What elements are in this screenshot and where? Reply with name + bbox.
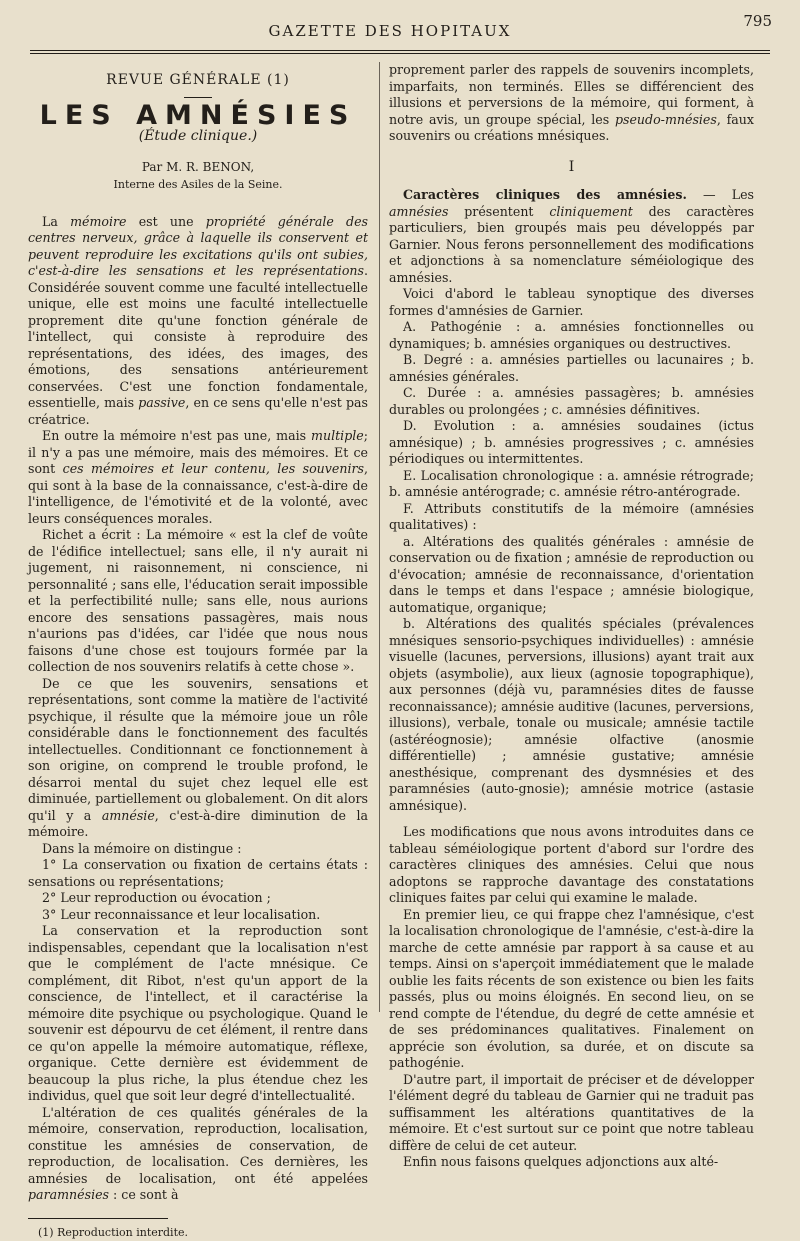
paragraph: Richet a écrit : La mémoire « est la clef de voûte de l'édifice intellectuel; sans elle, il n'y aurait ni jugement, ni raisonnement, ni conscience, ni personnalité ; sans elle, l'éducation serait impossible et la perfectibilité nulle; sans elle, nous aurions encore des sensations passagères, mais nous n'aurions pas d'idées, car l'idée que nous nous faisons d'une chose est toujours formée par la collection de nos souvenirs relatifs à cette chose ». — [28, 527, 368, 676]
spacer — [389, 814, 754, 824]
footnote-rule — [28, 1218, 168, 1219]
section-heading: Caractères cliniques des amnésies. — [403, 187, 687, 202]
paragraph: L'altération de ces qualités générales de la mémoire, conservation, reproduction, localisation, constitue les amnésies de conservation, de reproduction, de localisation. Ces dernières, les amnésies de localisation, ont été appelées paramnésies : ce sont à — [28, 1105, 368, 1204]
column-divider — [379, 62, 380, 1012]
paragraph: En premier lieu, ce qui frappe chez l'amnésique, c'est la localisation chronologique de l'amnésie, c'est-à-dire la marche de cette amnésie par rapport à sa cause et au temps. Ainsi on s'aperçoit immédiatement que le malade oublie les faits récents de son existence ou bien les faits passés, plus ou moins éloignés. En second lieu, on se rend compte de l'étendue, du degré de cette amnésie et de ses prédominances qualitatives. Finalement on apprécie son évolution, sa durée, et on discute sa pathogénie. — [389, 907, 754, 1072]
paragraph: La mémoire est une propriété générale des centres nerveux, grâce à laquelle ils conservent et peuvent reproduire les excitations qu'ils ont subies, c'est-à-dire les sensations et les représentations. Considérée souvent comme une faculté intellectuelle unique, elle est moins une faculté intellectuelle proprement dite qu'une fonction générale de l'intellect, qui consiste à reproduire des représentations, des idées, des images, des émotions, des sensations antérieurement conservées. C'est une fonction fondamentale, essentielle, mais passive, en ce sens qu'elle n'est pas créatrice. — [28, 214, 368, 429]
list-item: E. Localisation chronologique : a. amnésie rétrograde; b. amnésie antérograde; c. amnésie rétro-antérograde. — [389, 468, 754, 501]
section-number: I — [389, 159, 754, 176]
right-column — [389, 62, 754, 1162]
paragraph: La conservation et la reproduction sont indispensables, cependant que la localisation n'est que le complément de l'acte mnésique. Ce complément, dit Ribot, n'est qu'un apport de la conscience, de l'intellect, et il caractérise la mémoire dite psychique ou psychologique. Quand le souvenir est dépourvu de cet élément, il rentre dans ce qu'on appelle la mémoire automatique, réflexe, organique. Cette dernière est évidemment de beaucoup la plus riche, la plus étendue chez les individus, quel que soit leur degré d'intellectualité. — [28, 923, 368, 1105]
header-rule-secondary — [30, 53, 770, 54]
rubric-rule — [184, 97, 212, 98]
paragraph: Voici d'abord le tableau synoptique des diverses formes d'amnésies de Garnier. — [389, 286, 754, 319]
article-subtitle: (Étude clinique.) — [28, 128, 368, 145]
author: Par M. R. BENON, — [28, 159, 368, 176]
rubric: REVUE GÉNÉRALE (1) — [28, 72, 368, 89]
section-paragraph: Caractères cliniques des amnésies. — Les amnésies présentent cliniquement des caractères particuliers, bien groupés mais peu développés par Garnier. Nous ferons personnellement des modifications et adjonctions à sa nomenclature séméiologique des amnésies. — [389, 187, 754, 286]
list-item: C. Durée : a. amnésies passagères; b. amnésies durables ou prolongées ; c. amnésies définitives. — [389, 385, 754, 418]
list-item: 1° La conservation ou fixation de certains états : sensations ou représentations; — [28, 857, 368, 890]
running-title: GAZETTE DES HOPITAUX — [0, 22, 780, 40]
header-rule — [30, 50, 770, 51]
page-number: 795 — [743, 12, 772, 30]
list-item: b. Altérations des qualités spéciales (prévalences mnésiques sensorio-psychiques individuelles) : amnésie visuelle (lacunes, perversions, illusions) ayant trait aux objets (asymbolie), aux lieux (agnosie topographique), aux personnes (déjà vu, paramnésies dites de fausse reconnaissance); amnésie auditive (lacunes, perversions, illusions), verbale, tonale ou musicale; amnésie tactile (astéréognosie); amnésie olfactive (anosmie différentielle) ; amnésie gustative; amnésie anesthésique, comprenant des dysmnésies et des paramnésies (auto-gnosie); amnésie motrice (astasie amnésique). — [389, 616, 754, 814]
list-item: 2° Leur reproduction ou évocation ; — [28, 890, 368, 907]
paragraph: Enfin nous faisons quelques adjonctions aux alté- — [389, 1154, 754, 1171]
paragraph: Dans la mémoire on distingue : — [28, 841, 368, 858]
list-item: A. Pathogénie : a. amnésies fonctionnelles ou dynamiques; b. amnésies organiques ou destructives. — [389, 319, 754, 352]
paragraph: De ce que les souvenirs, sensations et représentations, sont comme la matière de l'activité psychique, il résulte que la mémoire joue un rôle considérable dans le fonctionnement des facultés intellectuelles. Conditionnant ce fonctionnement à son origine, on comprend le trouble profond, le désarroi mental du sujet chez lequel elle est diminuée, partiellement ou globalement. On dit alors qu'il y a amnésie, c'est-à-dire diminution de la mémoire. — [28, 676, 368, 841]
paragraph: D'autre part, il importait de préciser et de développer l'élément degré du tableau de Garnier qui ne traduit pas suffisamment les altérations quantitatives de la mémoire. Et c'est surtout sur ce point que notre tableau diffère de celui de cet auteur. — [389, 1072, 754, 1155]
paragraph: proprement parler des rappels de souvenirs incomplets, imparfaits, non terminés. Elles se différencient des illusions et perversions de la mémoire, qui forment, à notre avis, un groupe spécial, les pseudo-mnésies, faux souvenirs ou créations mnésiques. — [389, 62, 754, 145]
list-item: D. Evolution : a. amnésies soudaines (ictus amnésique) ; b. amnésies progressives ; c. amnésies périodiques ou intermittentes. — [389, 418, 754, 468]
list-item: F. Attributs constitutifs de la mémoire (amnésies qualitatives) : — [389, 501, 754, 534]
left-column — [28, 62, 368, 1162]
paragraph: Les modifications que nous avons introduites dans ce tableau séméiologique portent d'abord sur l'ordre des caractères cliniques des amnésies. Celui que nous adoptons se rapproche davantage des constatations cliniques faites par celui qui examine le malade. — [389, 824, 754, 907]
article-title: LES AMNÉSIES — [28, 108, 368, 125]
footnote: (1) Reproduction interdite. — [28, 1225, 368, 1241]
paragraph: En outre la mémoire n'est pas une, mais multiple; il n'y a pas une mémoire, mais des mémoires. Et ce sont ces mémoires et leur contenu, les souvenirs, qui sont à la base de la connaissance, c'est-à-dire de l'intelligence, de l'émotivité et de la volonté, avec leurs conséquences morales. — [28, 428, 368, 527]
list-item: 3° Leur reconnaissance et leur localisation. — [28, 907, 368, 924]
author-affiliation: Interne des Asiles de la Seine. — [28, 177, 368, 194]
list-item: a. Altérations des qualités générales : amnésie de conservation ou de fixation ; amnésie de reproduction ou d'évocation; amnésie de reconnaissance, d'orientation dans le temps et dans l'espace ; amnésie biologique, automatique, organique; — [389, 534, 754, 617]
list-item: B. Degré : a. amnésies partielles ou lacunaires ; b. amnésies générales. — [389, 352, 754, 385]
